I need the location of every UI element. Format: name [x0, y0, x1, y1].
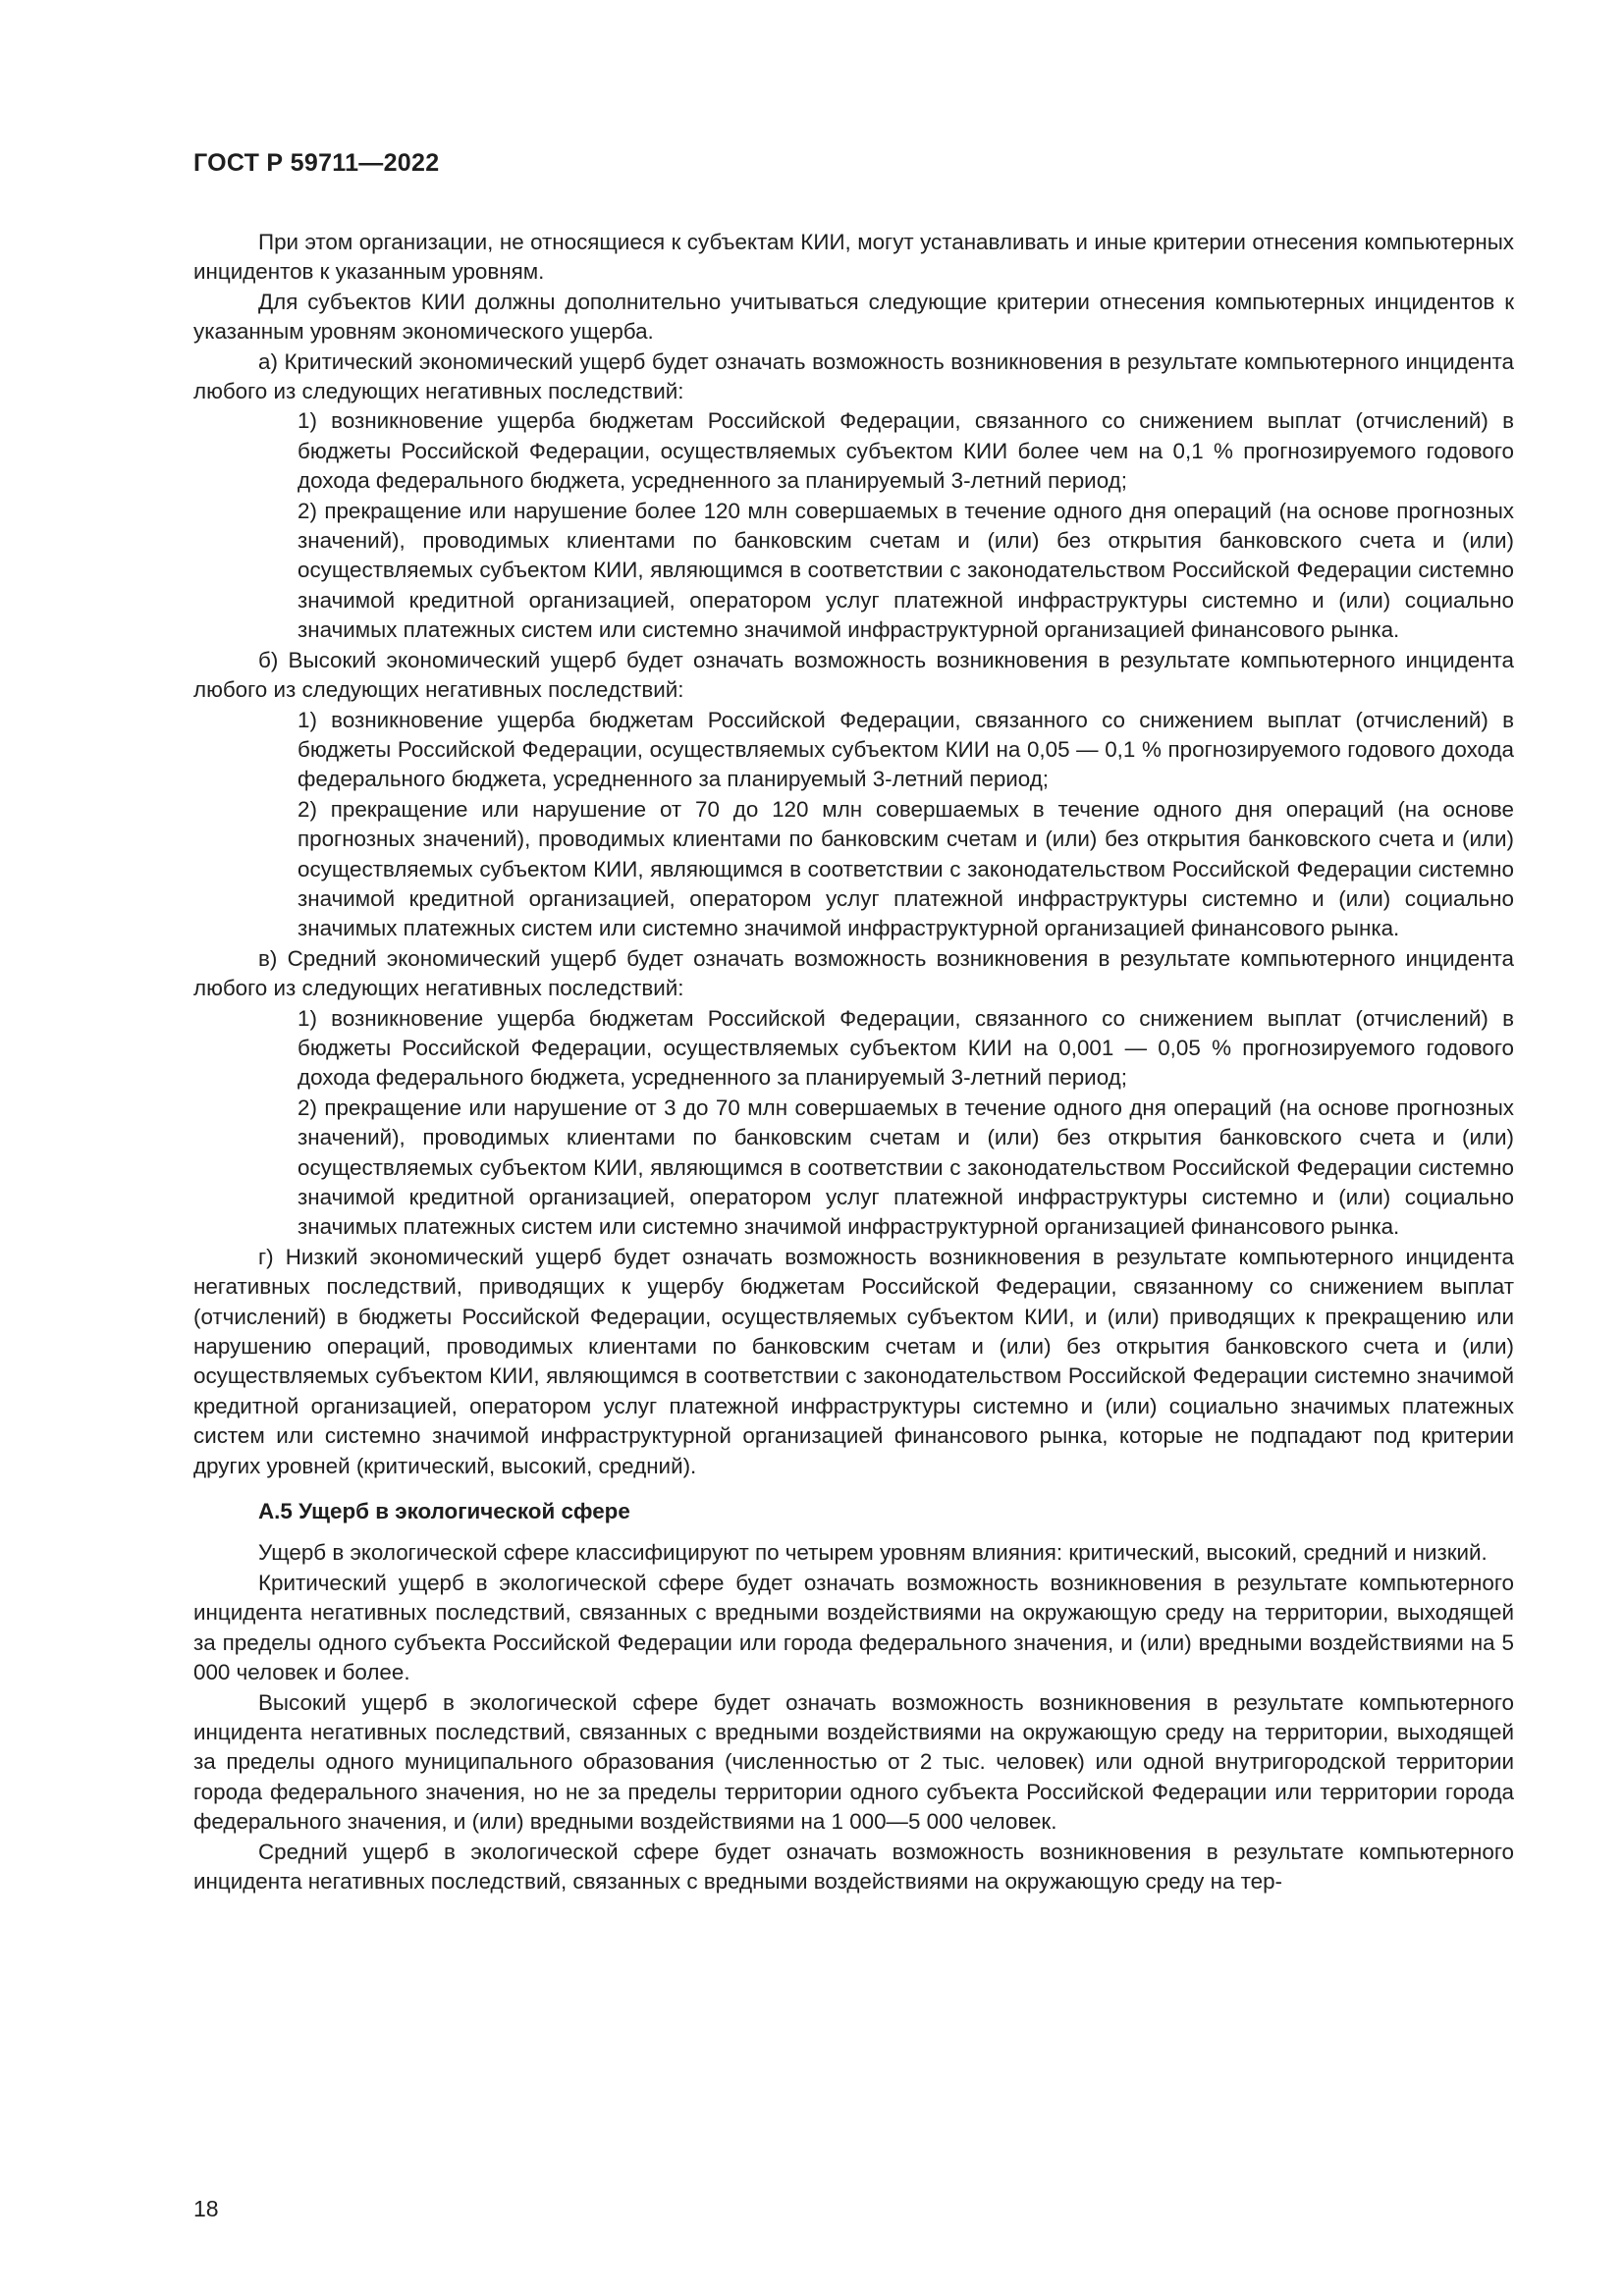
paragraph: Для субъектов КИИ должны дополнительно учитываться следующие критерии отнесения компьютерных инцидентов к указанным уровням экономического ущерба. [193, 289, 1514, 345]
paragraph: При этом организации, не относящиеся к субъектам КИИ, могут устанавливать и иные критерии отнесения компьютерных инцидентов к указанным уровням. [193, 230, 1514, 285]
sub-item-a1: 1) возникновение ущерба бюджетам Российской Федерации, связанного со снижением выплат (отчислений) в бюджеты Российской Федерации, осуществляемых субъектом КИИ более чем на 0,1 % прогнозируемого годового дохода федерального бюджета, усредненного за планируемый 3-летний период; [298, 408, 1514, 494]
sub-item-b2: 2) прекращение или нарушение от 70 до 120 млн совершаемых в течение одного дня операций (на основе прогнозных значений), проводимых клиентами по банковским счетам и (или) без открытия банковского счета и (или) осуществляемых субъектом КИИ, являющимся в соответствии с законодательством Российской Федерации системно значимой кредитной организацией, оператором услуг платежной инфраструктуры системно и (или) социально значимых платежных систем или системно значимой инфраструктурной организацией финансового рынка. [298, 796, 1514, 941]
list-item-b: б) Высокий экономический ущерб будет означать возможность возникновения в результате компьютерного инцидента любого из следующих негативных последствий: [193, 647, 1514, 703]
sub-item-v1: 1) возникновение ущерба бюджетам Российской Федерации, связанного со снижением выплат (отчислений) в бюджеты Российской Федерации, осуществляемых субъектом КИИ на 0,001 — 0,05 % прогнозируемого годового дохода федерального бюджета, усредненного за планируемый 3-летний период; [298, 1005, 1514, 1091]
paragraph: Средний ущерб в экологической сфере будет означать возможность возникновения в результате компьютерного инцидента негативных последствий, связанных с вредными воздействиями на окружающую среду на тер- [193, 1839, 1514, 1894]
paragraph: Высокий ущерб в экологической сфере будет означать возможность возникновения в результате компьютерного инцидента негативных последствий, связанных с вредными воздействиями на окружающую среду на территории, выходящей за пределы одного муниципального образования (численностью от 2 тыс. человек) или одной внутригородской территории города федерального значения, но не за пределы территории одного субъекта Российской Федерации или территории города федерального значения, и (или) вредными воздействиями на 1 000—5 000 человек. [193, 1689, 1514, 1835]
document-body [193, 228, 1514, 1896]
list-item-g: г) Низкий экономический ущерб будет означать возможность возникновения в результате компьютерного инцидента негативных последствий, приводящих к ущербу бюджетам Российской Федерации, связанному со снижением выплат (отчислений) в бюджеты Российской Федерации, осуществляемых субъектом КИИ, и (или) приводящих к прекращению или нарушению операций, проводимых клиентами по банковским счетам и (или) без открытия банковского счета и (или) осуществляемых субъектом КИИ, являющимся в соответствии с законодательством Российской Федерации системно значимой кредитной организацией, оператором услуг платежной инфраструктуры системно и (или) социально значимых платежных систем или системно значимой инфраструктурной организацией финансового рынка, которые не подпадают под критерии других уровней (критический, высокий, средний). [193, 1244, 1514, 1478]
section-heading: А.5 Ущерб в экологической сфере [258, 1499, 630, 1524]
sub-item-a2: 2) прекращение или нарушение более 120 млн совершаемых в течение одного дня операций (на основе прогнозных значений), проводимых клиентами по банковским счетам и (или) без открытия банковского счета и (или) осуществляемых субъектом КИИ, являющимся в соответствии с законодательством Российской Федерации системно значимой кредитной организацией, оператором услуг платежной инфраструктуры системно и (или) социально значимых платежных систем или системно значимой инфраструктурной организацией финансового рынка. [298, 498, 1514, 643]
sub-item-b1: 1) возникновение ущерба бюджетам Российской Федерации, связанного со снижением выплат (отчислений) в бюджеты Российской Федерации, осуществляемых субъектом КИИ на 0,05 — 0,1 % прогнозируемого годового дохода федерального бюджета, усредненного за планируемый 3-летний период; [298, 707, 1514, 792]
list-item-v: в) Средний экономический ущерб будет означать возможность возникновения в результате компьютерного инцидента любого из следующих негативных последствий: [193, 945, 1514, 1001]
page-number: 18 [193, 2196, 219, 2221]
paragraph: Ущерб в экологической сфере классифицируют по четырем уровням влияния: критический, высокий, средний и низкий. [258, 1540, 1488, 1566]
paragraph: Критический ущерб в экологической сфере будет означать возможность возникновения в результате компьютерного инцидента негативных последствий, связанных с вредными воздействиями на окружающую среду на территории, выходящей за пределы одного субъекта Российской Федерации или города федерального значения, и (или) вредными воздействиями на 5 000 человек и более. [193, 1570, 1514, 1685]
list-item-a: а) Критический экономический ущерб будет означать возможность возникновения в результате компьютерного инцидента любого из следующих негативных последствий: [193, 348, 1514, 404]
document-header: ГОСТ Р 59711—2022 [193, 149, 440, 177]
sub-item-v2: 2) прекращение или нарушение от 3 до 70 млн совершаемых в течение одного дня операций (на основе прогнозных значений), проводимых клиентами по банковским счетам и (или) без открытия банковского счета и (или) осуществляемых субъектом КИИ, являющимся в соответствии с законодательством Российской Федерации системно значимой кредитной организацией, оператором услуг платежной инфраструктуры системно и (или) социально значимых платежных систем или системно значимой инфраструктурной организацией финансового рынка. [298, 1095, 1514, 1240]
